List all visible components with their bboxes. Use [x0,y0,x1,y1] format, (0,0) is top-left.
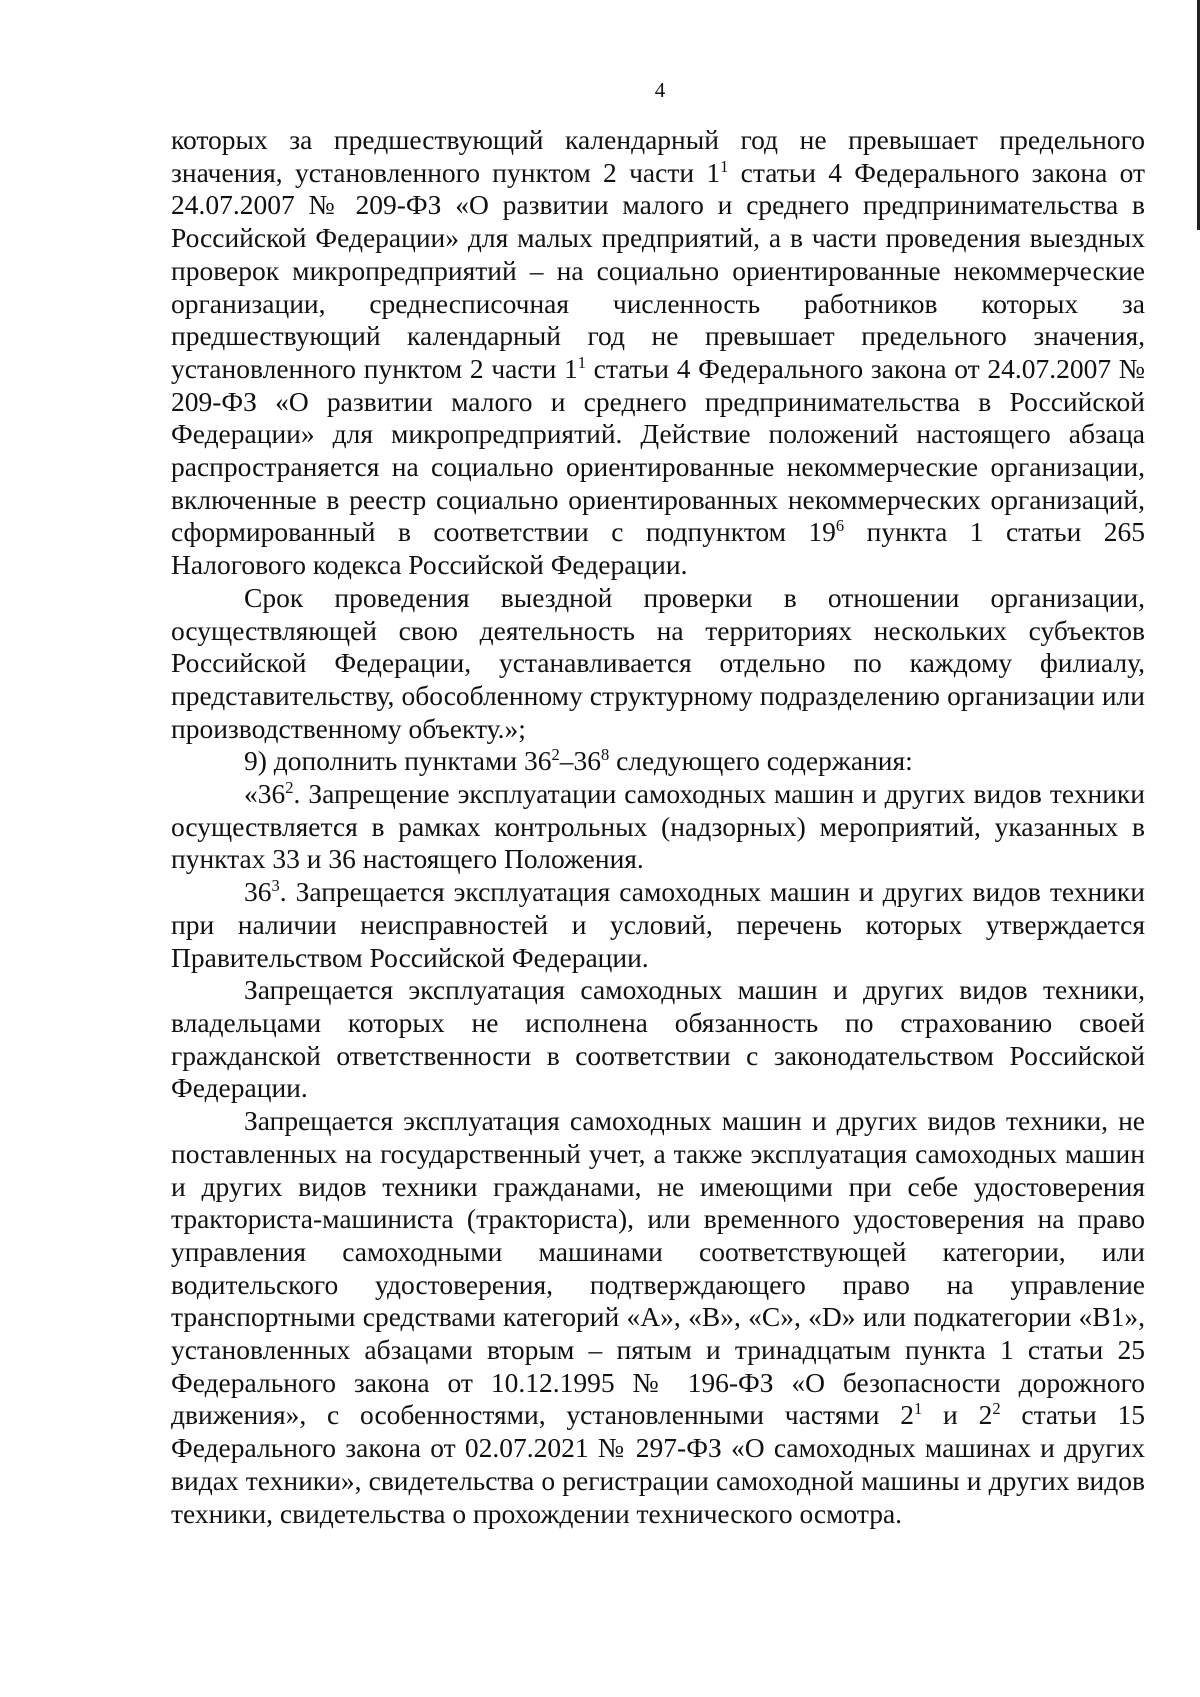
text-run: пункта 1 статьи 265 Налогового кодекса Российской Федерации. [171,516,1145,581]
text-run: 36 [244,876,272,908]
text-run: Запрещается эксплуатация самоходных машин и других видов техники, владельцами которых не исполнена обязанность по страхованию своей гражданской ответственности в соответствии с законодательством Российской Федерации. [171,974,1145,1104]
superscript: 2 [992,1399,1001,1419]
document-body [171,124,1145,1530]
paragraph [171,582,1145,746]
text-run: «36 [244,778,286,810]
text-run: . Запрещается эксплуатация самоходных машин и других видов техники при наличии неисправностей и условий, перечень которых утверждается Правительством Российской Федерации. [171,876,1145,973]
text-run: статьи 15 Федерального закона от 02.07.2021 № 297-ФЗ «О самоходных машинах и других видах техники», свидетельства о регистрации самоходной машины и других видов техники, свидетельства о прохождении технического осмотра. [171,1399,1145,1529]
superscript: 3 [271,876,280,896]
text-run: 9) дополнить пунктами 36 [244,745,552,777]
text-run: статьи 4 Федерального закона от 24.07.2007 № 209-ФЗ «О развитии малого и среднего предпринимательства в Российской Федерации» для микропредприятий. Действие положений настоящего абзаца распространяется на социально ориентированные некоммерческие организации, включенные в реестр социально ориентированных некоммерческих организаций, сформированный в соответствии с подпунктом 19 [171,352,1146,548]
superscript: 1 [577,353,586,373]
superscript: 8 [600,745,610,765]
superscript: 1 [914,1399,923,1419]
text-run: Запрещается эксплуатация самоходных машин и других видов техники, не поставленных на государственный учет, а также эксплуатация самоходных машин и других видов техники гражданами, не имеющими при себе удостоверения тракториста-машиниста (тракториста), или временного удостоверения на право управления самоходными машинами соответствующей категории, или водительского удостоверения, подтверждающего право на управление транспортными средствами категорий «А», «В», «С», «D» или подкатегории «B1», установленных абзацами вторым – пятым и тринадцатым пункта 1 статьи 25 Федерального закона от 10.12.1995 № 196-ФЗ «О безопасности дорожного движения», с особенностями, установленными частями 2 [171,1105,1145,1431]
paragraph [171,974,1145,1105]
text-run: которых за предшествующий календарный год не превышает предельного значения, установленного пунктом 2 части 1 [171,124,1145,188]
superscript: 1 [720,156,729,176]
paragraph [171,745,1145,778]
text-run: и 2 [922,1399,993,1431]
text-run: следующего содержания: [609,745,913,777]
text-run: Срок проведения выездной проверки в отношении организации, осуществляющей свою деятельность на территориях нескольких субъектов Российской Федерации, устанавливается отдельно по каждому филиалу, представительству, обособленному структурному подразделению организации или производственному объекту.»; [171,581,1145,744]
paragraph [171,1105,1145,1530]
paragraph [171,876,1145,974]
text-run: . Запрещение эксплуатации самоходных машин и других видов техники осуществляется в рамках контрольных (надзорных) мероприятий, указанных в пунктах 33 и 36 настоящего Положения. [171,778,1145,875]
paragraph [171,124,1145,582]
superscript: 2 [551,745,560,765]
superscript: 2 [285,778,294,798]
superscript: 6 [835,516,845,536]
text-run: статьи 4 Федерального закона от 24.07.2007 № 209-ФЗ «О развитии малого и среднего предпринимательства в Российской Федерации» для малых предприятий, а в части проведения выездных проверок микропредприятий – на социально ориентированные некоммерческие организации, среднесписочная численность работников которых за предшествующий календарный год не превышает предельного значения, установленного пунктом 2 части 1 [171,156,1146,384]
page-number: 4 [654,78,666,102]
paragraph [171,778,1145,876]
text-run: –36 [559,745,601,777]
